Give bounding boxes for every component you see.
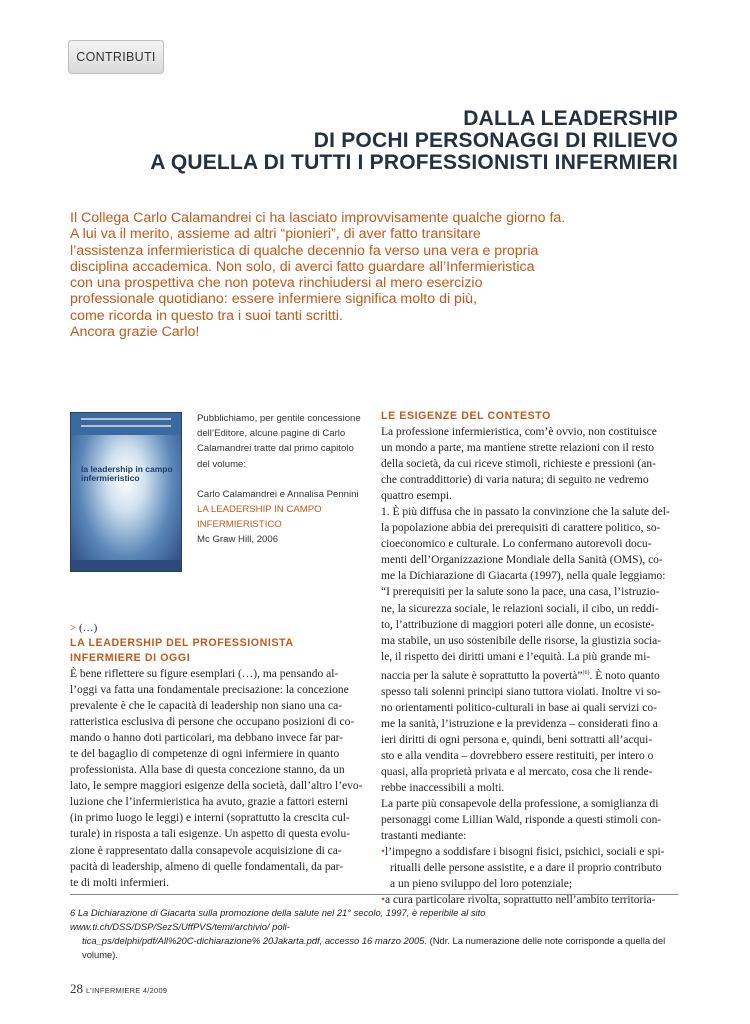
right-column: [381, 409, 678, 908]
body-line: lato, le sempre maggiori esigenze della società, dall’altro l’evo-: [70, 780, 363, 793]
pub-intro-line: dell’Editore, alcune pagine di Carlo: [197, 428, 346, 440]
body-line: 1. È più diffusa che in passato la convinzione che la salute del-: [381, 506, 670, 519]
bullet-text: l’impegno a soddisfare i bisogni fisici, psichici, sociali e spi-: [385, 846, 665, 859]
body-line: ieri diritti di ogni persona e, quindi, beni sottratti all’acqui-: [381, 733, 653, 746]
section-tab: [68, 40, 164, 74]
body-line: ne, la sicurezza sociale, le relazioni sociali, il cibo, un reddi-: [381, 602, 659, 615]
body-line: È bene riflettere su figure esemplari (…), ma pensando al-: [70, 668, 339, 680]
heading-line: LA LEADERSHIP DEL PROFESSIONISTA: [70, 637, 294, 649]
body-line: menti dell’Organizzazione Mondiale della Sanità (OMS), co-: [381, 554, 663, 567]
body-line: della società, da cui riceve stimoli, richieste e pressioni (an-: [381, 458, 656, 471]
footnote-italic-text: tica_ps/delphi/pdf/All%20C-dichiarazione% 20Jakarta.pdf, accesso 16 marzo 2005.: [82, 935, 427, 946]
cover-title: la leadership in campo infermieristico: [81, 464, 173, 483]
body-line: me la Dichiarazione di Giacarta (1997), nella quale leggiamo:: [381, 570, 666, 583]
body-line: ma stabile, un uso sostenibile delle risorse, la giustizia socia-: [381, 634, 662, 647]
pub-intro-line: Pubblichiamo, per gentile concessione: [197, 413, 361, 424]
left-section-heading: [70, 636, 370, 666]
intro-line: disciplina accademica. Non solo, di averci fatto guardare all’Infermieristica: [70, 258, 535, 275]
intro-paragraph: [70, 210, 630, 340]
footnote-line: [70, 934, 680, 962]
cover-header-band: [71, 413, 181, 435]
footnote-italic-text: 6 La Dichiarazione di Giacarta sulla promozione della salute nel 21° secolo, 1997, è reperibile al sito www.ti.ch/DSS/DSP/SezS/UffPVS/temi/archivio/ poli-: [70, 907, 486, 932]
ellipsis-marker: >: [70, 622, 77, 634]
page-number: 28: [70, 981, 83, 996]
body-line: rebbe inaccessibili a molti.: [381, 781, 505, 794]
pub-intro-line: del volume:: [197, 458, 247, 470]
article-title: [150, 108, 678, 174]
intro-line: come ricorda in questo tra i suoi tanti scritti.: [70, 307, 343, 324]
body-line: la popolazione abbia dei prerequisiti di carattere politico, so-: [381, 522, 661, 535]
body-line: to, l’attribuzione di maggiori poteri alle donne, un ecosiste-: [381, 618, 655, 631]
intro-line: Ancora grazie Carlo!: [70, 324, 200, 341]
publication-info: [197, 411, 372, 548]
body-line: trastanti mediante:: [381, 830, 467, 842]
body-line: professionista. Alla base di questa concezione stanno, da un: [70, 764, 345, 777]
page-footer: [70, 980, 167, 998]
body-line: “I prerequisiti per la salute sono la pace, una casa, l’istruzio-: [381, 586, 660, 599]
body-line: luzione che l’infermieristica ha avuto, grazie a fattori esterni: [70, 796, 349, 809]
pub-book-title-line: INFERMIERISTICO: [197, 519, 282, 531]
body-line: (in primo luogo le leggi) e interni (soprattutto la crescita cul-: [70, 812, 350, 825]
body-line: l’oggi va fatta una fondamentale precisazione: la concezione: [70, 684, 349, 697]
intro-line: Il Collega Carlo Calamandrei ci ha lasciato improvvisamente qualche giorno fa.: [70, 210, 566, 226]
footnote: [70, 906, 680, 962]
intro-line: professionale quotidiano: essere infermiere significa molto di più,: [70, 291, 477, 308]
footnote-line: [70, 906, 680, 934]
body-line: spesso tali solenni principi siano tuttora violati. Inoltre vi so-: [381, 685, 661, 698]
ellipsis-line: [70, 620, 370, 636]
footnote-note-text: (Ndr. La numerazione delle note corrisponde a quella del volume).: [82, 935, 666, 960]
intro-line: con una prospettiva che non poteva rinchiudersi al mero esercizio: [70, 275, 483, 292]
title-line: DI POCHI PERSONAGGI DI RILIEVO: [313, 129, 678, 152]
body-line: mando o hanno doti particolari, ma debbano invece far par-: [70, 732, 344, 745]
journal-issue: L’INFERMIERE 4/2009: [86, 986, 168, 995]
pub-book-title-line: LA LEADERSHIP IN CAMPO: [197, 504, 322, 516]
bullet-icon: •: [381, 846, 386, 859]
body-line: La parte più consapevole della professione, a somiglianza di: [381, 797, 659, 810]
book-cover-image: [70, 412, 182, 572]
body-line: no orientamenti politico-culturali in base ai quali servizi co-: [381, 701, 657, 714]
body-line-with-footnote-ref: [381, 665, 678, 684]
bullet-line: [381, 844, 678, 860]
footnote-divider: [70, 894, 678, 895]
intro-line: l’assistenza infermieristica di qualche decennio fa verso una vera e propria: [70, 242, 539, 259]
bullet-icon: •: [381, 894, 386, 907]
body-line: pacità di leadership, almeno di quelle fondamentali, da par-: [70, 860, 344, 873]
body-line: le, il rispetto dei diritti umani e l’equità. La più grande mi-: [381, 650, 651, 663]
body-line: personaggi come Lillian Wald, risponde a questi stimoli con-: [381, 813, 662, 826]
body-line: ratteristica esclusiva di persone che occupano posizioni di co-: [70, 716, 355, 729]
body-line: me la sanità, l’istruzione e la previdenza – considerati fino a: [381, 717, 658, 730]
body-line: sto e alla vendita – dovrebbero essere restituiti, per intero o: [381, 749, 654, 762]
bullet-text: a cura particolare rivolta, soprattutto nell’ambito territoria-: [385, 894, 656, 907]
body-line: turale) in risposta a tali esigenze. Un aspetto di questa evolu-: [70, 828, 351, 841]
title-line: A QUELLA DI TUTTI I PROFESSIONISTI INFERMIERI: [150, 151, 678, 174]
right-section-heading: LE ESIGENZE DEL CONTESTO: [381, 410, 551, 422]
intro-line: A lui va il merito, assieme ad altri “pionieri”, di aver fatto transitare: [70, 226, 481, 243]
section-tab-label: CONTRIBUTI: [76, 50, 156, 64]
body-line: che contraddittorie) di varia natura; di seguito ne vedremo: [381, 474, 649, 487]
pub-authors: Carlo Calamandrei e Annalisa Pennini: [197, 488, 359, 500]
body-line: cioeconomico e culturale. Lo confermano autorevoli docu-: [381, 538, 652, 551]
footnote-reference: (6): [582, 669, 590, 676]
body-text: . È noto quanto: [589, 669, 660, 682]
body-line: te del bagaglio di competenze di ogni infermiere in quanto: [70, 748, 340, 761]
body-text: naccia per la salute è soprattutto la povertà”: [381, 669, 583, 682]
body-line: quattro esempi.: [381, 490, 452, 503]
body-line: La professione infermieristica, com’è ovvio, non costituisce: [381, 426, 657, 438]
body-line: un mondo a parte, ma mantiene strette relazioni con il resto: [381, 442, 655, 455]
left-column: [70, 620, 370, 891]
pub-intro-line: Calamandrei tratte dal primo capitolo: [197, 443, 354, 455]
body-line: zione è rappresentato dalla consapevole acquisizione di ca-: [70, 844, 342, 857]
title-line: DALLA LEADERSHIP: [463, 107, 678, 130]
cover-footer-band: [71, 560, 181, 571]
bullet-continuation: ritualli delle persone assistite, e a dare il proprio contributo: [390, 862, 662, 875]
body-line: quasi, alla proprietà privata e al mercato, cosa che li rende-: [381, 765, 653, 778]
body-line: te di molti infermieri.: [70, 876, 170, 889]
body-line: prevalente è che le capacità di leadership non siano una ca-: [70, 700, 343, 713]
heading-line: INFERMIERE DI OGGI: [70, 652, 191, 664]
bullet-continuation: a un pieno sviluppo del loro potenziale;: [390, 878, 573, 891]
pub-publisher: Mc Graw Hill, 2006: [197, 534, 279, 546]
ellipsis-text: (…): [78, 622, 98, 634]
